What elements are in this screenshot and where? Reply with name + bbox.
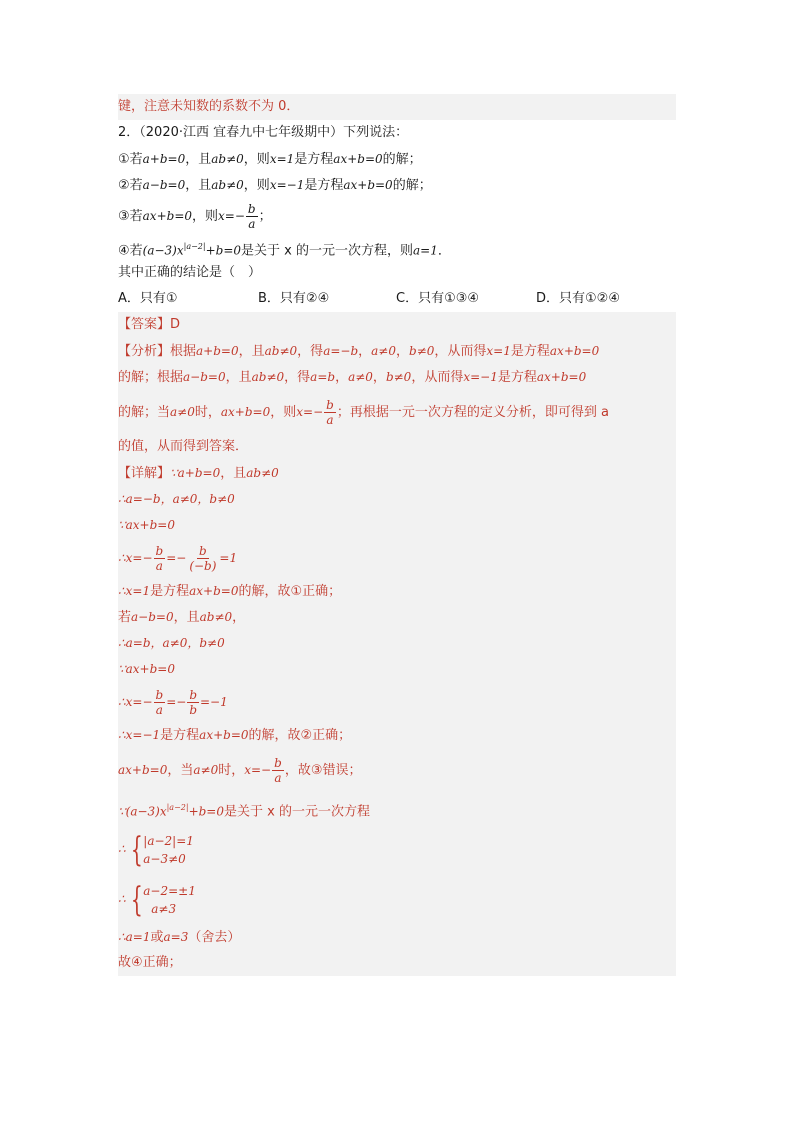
text: ． bbox=[437, 243, 451, 259]
text: 若 bbox=[118, 610, 132, 625]
text: 是方程 bbox=[510, 344, 550, 359]
math: a≠0 bbox=[193, 763, 219, 777]
detail-line-2 bbox=[118, 486, 676, 512]
analysis-line-3 bbox=[118, 390, 676, 434]
detail-line-12 bbox=[118, 792, 676, 824]
math: x=− bbox=[296, 405, 324, 419]
left-brace: { bbox=[130, 829, 143, 870]
text: ； bbox=[258, 209, 272, 224]
math: x=− bbox=[244, 763, 272, 777]
document-page bbox=[118, 94, 676, 976]
left-brace: { bbox=[130, 879, 143, 920]
detail-line-3 bbox=[118, 512, 676, 538]
detail-line-14 bbox=[118, 874, 676, 924]
option-a: A．只有① bbox=[118, 291, 178, 306]
text: ， bbox=[396, 344, 410, 359]
text: 的解； bbox=[382, 152, 422, 167]
math: a≠0 bbox=[170, 405, 195, 419]
math: ab≠0 bbox=[199, 610, 233, 624]
statement-4 bbox=[118, 234, 676, 260]
analysis-line-2 bbox=[118, 364, 676, 390]
numerator: b bbox=[247, 202, 256, 216]
text: 时， bbox=[218, 763, 245, 778]
text: 键，注意未知数的系数不为 0． bbox=[118, 99, 300, 114]
math: a−b=0 bbox=[142, 178, 186, 192]
math: ax+b=0 bbox=[536, 370, 587, 384]
text: ；再根据一元一次方程的定义分析，即可得到 a bbox=[336, 405, 609, 420]
system-row: a−2=±1 bbox=[143, 883, 196, 898]
prev-explanation-tail bbox=[118, 94, 676, 120]
text: ，则 bbox=[243, 178, 270, 193]
fraction bbox=[187, 688, 199, 717]
math: x=1 bbox=[486, 344, 511, 358]
math: a=3 bbox=[163, 930, 189, 944]
detail-line-6 bbox=[118, 604, 676, 630]
denominator: b bbox=[189, 703, 197, 717]
text: ，得 bbox=[297, 344, 324, 359]
math: a≠0 bbox=[371, 344, 396, 358]
text: 2．（2020·江西 宜春九中七年级期中）下列说法： bbox=[118, 125, 409, 140]
text: ，且 bbox=[185, 152, 212, 167]
numerator: b bbox=[199, 544, 207, 558]
math: x=−1 bbox=[463, 370, 498, 384]
text: 时， bbox=[194, 405, 221, 420]
superscript: |a−2| bbox=[183, 242, 206, 251]
text: 故④正确； bbox=[118, 955, 182, 970]
system-row: |a−2|=1 bbox=[143, 833, 194, 848]
math: ax+b=0 bbox=[343, 178, 393, 192]
fraction bbox=[154, 544, 166, 573]
detail-tag: 【详解】 bbox=[118, 466, 171, 481]
system-rows bbox=[143, 832, 194, 868]
numerator: b bbox=[326, 398, 334, 412]
detail-line-13 bbox=[118, 824, 676, 874]
answer-line bbox=[118, 312, 676, 338]
math: ax+b=0 bbox=[333, 152, 383, 166]
detail-line-7 bbox=[118, 630, 676, 656]
math: ax+b=0 bbox=[549, 344, 600, 358]
math: ∴x=− bbox=[118, 695, 153, 709]
math: ∴ bbox=[118, 892, 126, 906]
options-row bbox=[118, 286, 676, 312]
text: ， bbox=[372, 370, 386, 385]
math: ∵ax+b=0 bbox=[118, 518, 175, 532]
math: a=−b bbox=[323, 344, 359, 358]
text: ，从而得 bbox=[411, 370, 464, 385]
math: b≠0 bbox=[385, 370, 412, 384]
text: 的解，故②正确； bbox=[248, 728, 352, 743]
math: ax+b=0 bbox=[199, 728, 249, 742]
system-row: a−3≠0 bbox=[143, 851, 186, 866]
numerator: b bbox=[189, 688, 197, 702]
math: =− bbox=[166, 551, 187, 565]
text: 的解，故①正确； bbox=[238, 584, 342, 599]
math: ∴x=− bbox=[118, 551, 153, 565]
fraction bbox=[154, 688, 166, 717]
text: ， bbox=[335, 370, 349, 385]
question-prompt bbox=[118, 260, 676, 286]
math: x=− bbox=[218, 209, 245, 223]
math: (a−3)x bbox=[142, 243, 184, 258]
math: ax+b=0 bbox=[118, 763, 168, 777]
detail-line-15 bbox=[118, 924, 676, 950]
option-b: B．只有②④ bbox=[258, 291, 330, 306]
text: ，且 bbox=[238, 344, 265, 359]
math: ab≠0 bbox=[211, 178, 244, 192]
denominator: a bbox=[248, 217, 256, 231]
detail-line-10 bbox=[118, 722, 676, 748]
text: 的解；当 bbox=[118, 405, 171, 420]
numerator: b bbox=[274, 756, 282, 770]
math: ∴ bbox=[118, 842, 126, 856]
math: a≠0 bbox=[348, 370, 373, 384]
fraction bbox=[187, 544, 218, 573]
math: ab≠0 bbox=[264, 344, 298, 358]
text: ①若 bbox=[118, 152, 143, 167]
denominator: a bbox=[274, 771, 282, 785]
math: =−1 bbox=[200, 695, 228, 709]
math: ab≠0 bbox=[211, 152, 244, 166]
text: 是方程 bbox=[150, 584, 190, 599]
math: ∴a=1 bbox=[118, 930, 151, 944]
math: ∴a=−b，a≠0，b≠0 bbox=[118, 492, 235, 506]
math: x=−1 bbox=[269, 178, 305, 192]
equation-system bbox=[126, 830, 194, 870]
math: ∵ax+b=0 bbox=[118, 662, 175, 676]
detail-line-9 bbox=[118, 682, 676, 722]
system-rows bbox=[143, 882, 196, 918]
math: a+b=0 bbox=[142, 152, 186, 166]
analysis-tag: 【分析】 bbox=[118, 344, 171, 359]
detail-line-8 bbox=[118, 656, 676, 682]
detail-line-4 bbox=[118, 538, 676, 578]
math: a+b=0 bbox=[196, 344, 239, 358]
text: ， bbox=[358, 344, 372, 359]
math: a−b=0 bbox=[183, 370, 226, 384]
math: ∵a+b=0 bbox=[170, 466, 221, 480]
text: ，得 bbox=[284, 370, 311, 385]
text: 的值，从而得到答案． bbox=[118, 439, 249, 454]
math: ab≠0 bbox=[246, 466, 279, 480]
math: ab≠0 bbox=[251, 370, 285, 384]
math: ax+b=0 bbox=[142, 209, 193, 223]
statement-1 bbox=[118, 146, 676, 172]
math: a=1 bbox=[413, 243, 438, 258]
system-row: a≠3 bbox=[151, 901, 177, 916]
equation-system bbox=[126, 880, 196, 920]
text: ，且 bbox=[185, 178, 212, 193]
math: +b=0 bbox=[205, 243, 242, 258]
math: ∵(a−3)x bbox=[118, 804, 167, 819]
text: 是关于 x 的一元一次方程 bbox=[224, 804, 370, 820]
denominator: a bbox=[155, 703, 163, 717]
text: 是方程 bbox=[160, 728, 200, 743]
answer-text: 【答案】D bbox=[118, 317, 181, 332]
math: a−b=0 bbox=[131, 610, 174, 624]
text: （舍去） bbox=[188, 930, 241, 945]
math: =− bbox=[166, 695, 187, 709]
text: 或 bbox=[150, 930, 164, 945]
detail-line-1 bbox=[118, 460, 676, 486]
text: ，则 bbox=[243, 152, 270, 167]
text: ，当 bbox=[167, 763, 194, 778]
math: ax+b=0 bbox=[189, 584, 239, 598]
text: 是方程 bbox=[304, 178, 344, 193]
fraction bbox=[272, 756, 284, 785]
analysis-line-4 bbox=[118, 434, 676, 460]
denominator: (−b) bbox=[189, 559, 217, 573]
numerator: b bbox=[155, 544, 164, 558]
text: 的解； bbox=[392, 178, 432, 193]
text: 是关于 x 的一元一次方程，则 bbox=[241, 243, 413, 259]
math: =1 bbox=[219, 551, 238, 565]
denominator: a bbox=[326, 413, 334, 427]
math: ax+b=0 bbox=[220, 405, 271, 419]
text: ，故③错误； bbox=[284, 763, 362, 778]
text: ，且 bbox=[225, 370, 252, 385]
text: ，从而得 bbox=[434, 344, 487, 359]
text: 的解；根据 bbox=[118, 370, 184, 385]
math: ∴x=−1 bbox=[118, 728, 161, 742]
option-d: D．只有①②④ bbox=[536, 291, 620, 306]
detail-line-11 bbox=[118, 748, 676, 792]
text: ， bbox=[232, 610, 246, 625]
text: 其中正确的结论是（ ） bbox=[118, 265, 262, 280]
math: a=b bbox=[310, 370, 336, 384]
text: ，则 bbox=[192, 209, 219, 224]
denominator: a bbox=[155, 559, 163, 573]
detail-line-16 bbox=[118, 950, 676, 976]
superscript: |a−2| bbox=[166, 803, 189, 812]
text: 是方程 bbox=[294, 152, 334, 167]
analysis-line-1 bbox=[118, 338, 676, 364]
question-title bbox=[118, 120, 676, 146]
math: +b=0 bbox=[188, 804, 224, 819]
text: 是方程 bbox=[497, 370, 537, 385]
fraction bbox=[324, 398, 336, 427]
math: ∴x=1 bbox=[118, 584, 151, 598]
math: ∴a=b，a≠0，b≠0 bbox=[118, 636, 225, 650]
statement-3 bbox=[118, 198, 676, 234]
text: ④若 bbox=[118, 243, 143, 259]
detail-line-5 bbox=[118, 578, 676, 604]
fraction bbox=[246, 202, 258, 231]
math: x=1 bbox=[269, 152, 295, 166]
math: b≠0 bbox=[409, 344, 435, 358]
statement-2 bbox=[118, 172, 676, 198]
text: 根据 bbox=[170, 344, 197, 359]
text: ，且 bbox=[173, 610, 200, 625]
text: ，则 bbox=[270, 405, 297, 420]
text: ，且 bbox=[220, 466, 247, 481]
option-c: C．只有①③④ bbox=[396, 291, 480, 306]
text: ③若 bbox=[118, 209, 143, 224]
text: ②若 bbox=[118, 178, 143, 193]
numerator: b bbox=[155, 688, 164, 702]
